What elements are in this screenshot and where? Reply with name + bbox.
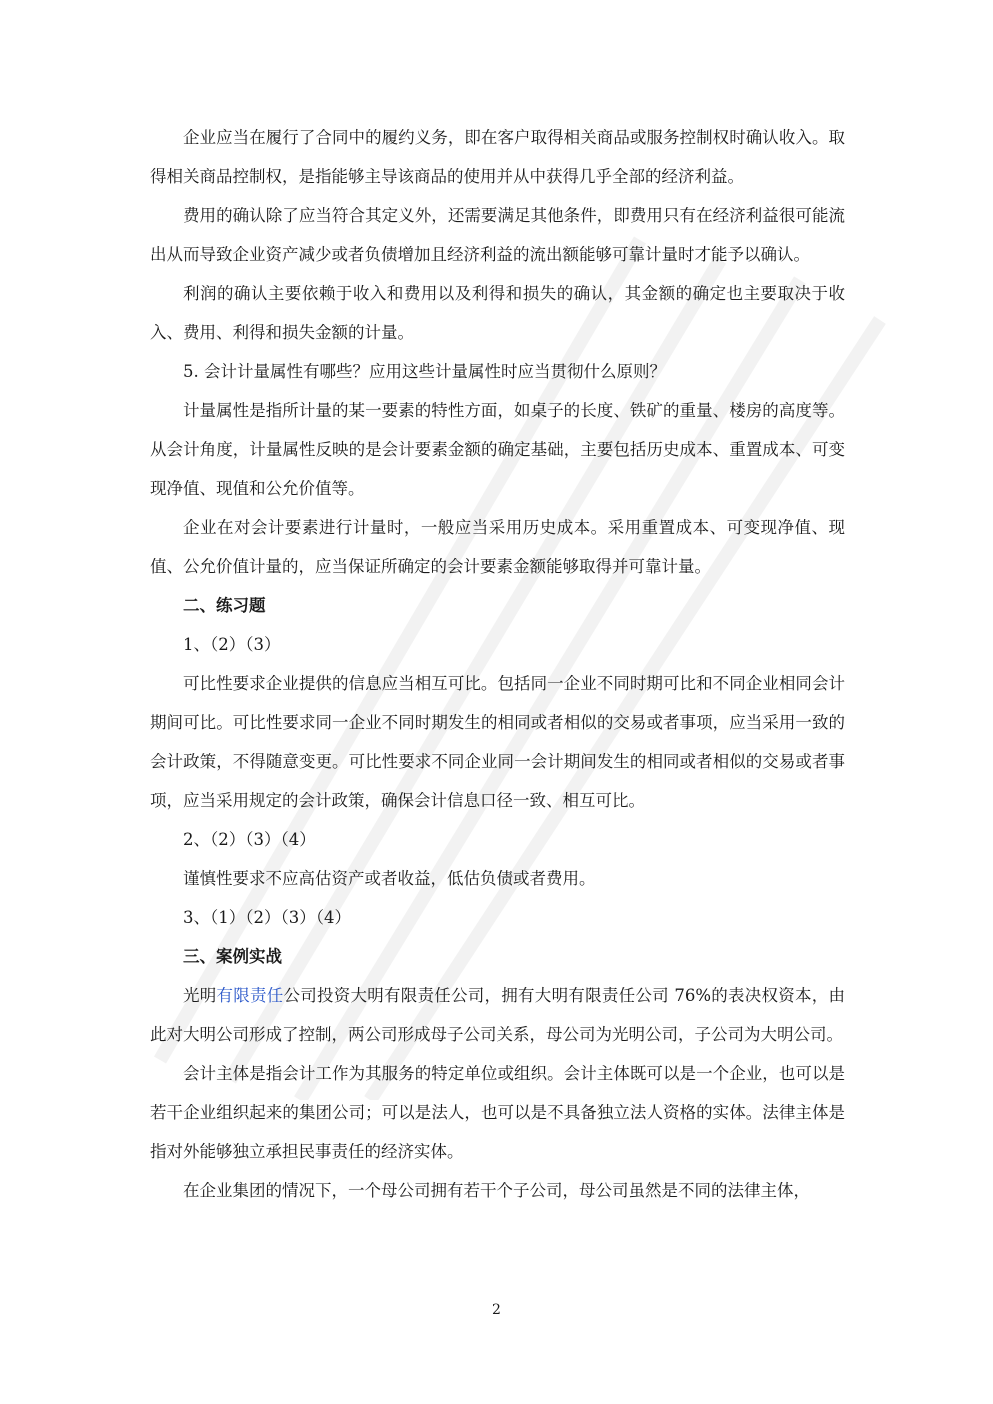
- text-span: 公司投资大明有限责任公司，拥有大明有限责任公司 76%的表决权资本，由此对大明公司形成了控制，两公司形成母子公司关系，母公司为光明公司，子公司为大明公司。: [150, 986, 846, 1044]
- paragraph: 企业在对会计要素进行计量时，一般应当采用历史成本。采用重置成本、可变现净值、现值、公允价值计量的，应当保证所确定的会计要素金额能够取得并可靠计量。: [150, 518, 845, 576]
- text-span: 光明: [183, 986, 217, 1005]
- paragraph: 可比性要求企业提供的信息应当相互可比。包括同一企业不同时期可比和不同企业相同会计期间可比。可比性要求同一企业不同时期发生的相同或者相似的交易或者事项，应当采用一致的会计政策，不得随意变更。可比性要求不同企业同一会计期间发生的相同或者相似的交易或者事项，应当采用规定的会计政策，确保会计信息口径一致、相互可比。: [150, 674, 845, 810]
- paragraph: 谨慎性要求不应高估资产或者收益，低估负债或者费用。: [183, 869, 596, 888]
- paragraph: [150, 976, 845, 1054]
- paragraph: 会计主体是指会计工作为其服务的特定单位或组织。会计主体既可以是一个企业，也可以是若干企业组织起来的集团公司；可以是法人，也可以是不具备独立法人资格的实体。法律主体是指对外能够独立承担民事责任的经济实体。: [150, 1064, 845, 1161]
- paragraph: 利润的确认主要依赖于收入和费用以及利得和损失的确认，其金额的确定也主要取决于收入、费用、利得和损失金额的计量。: [150, 284, 845, 342]
- hyperlink[interactable]: 有限责任: [216, 986, 284, 1005]
- paragraph: 在企业集团的情况下，一个母公司拥有若干个子公司，母公司虽然是不同的法律主体，: [183, 1181, 810, 1200]
- paragraph: 企业应当在履行了合同中的履约义务，即在客户取得相关商品或服务控制权时确认收入。取得相关商品控制权，是指能够主导该商品的使用并从中获得几乎全部的经济利益。: [150, 128, 845, 186]
- answer-item: 2、（2）（3）（4）: [183, 830, 316, 849]
- paragraph: 费用的确认除了应当符合其定义外，还需要满足其他条件，即费用只有在经济利益很可能流出从而导致企业资产减少或者负债增加且经济利益的流出额能够可靠计量时才能予以确认。: [150, 206, 845, 264]
- paragraph: 计量属性是指所计量的某一要素的特性方面，如桌子的长度、铁矿的重量、楼房的高度等。从会计角度，计量属性反映的是会计要素金额的确定基础，主要包括历史成本、重置成本、可变现净值、现值和公允价值等。: [150, 401, 845, 498]
- document-body: [150, 118, 845, 1210]
- question: 5. 会计计量属性有哪些？应用这些计量属性时应当贯彻什么原则？: [183, 362, 666, 381]
- page-number: 2: [492, 1302, 501, 1318]
- answer-item: 1、（2）（3）: [183, 635, 281, 654]
- answer-item: 3、（1）（2）（3）（4）: [183, 908, 351, 927]
- section-heading: 二、练习题: [183, 596, 266, 615]
- section-heading: 三、案例实战: [183, 947, 282, 966]
